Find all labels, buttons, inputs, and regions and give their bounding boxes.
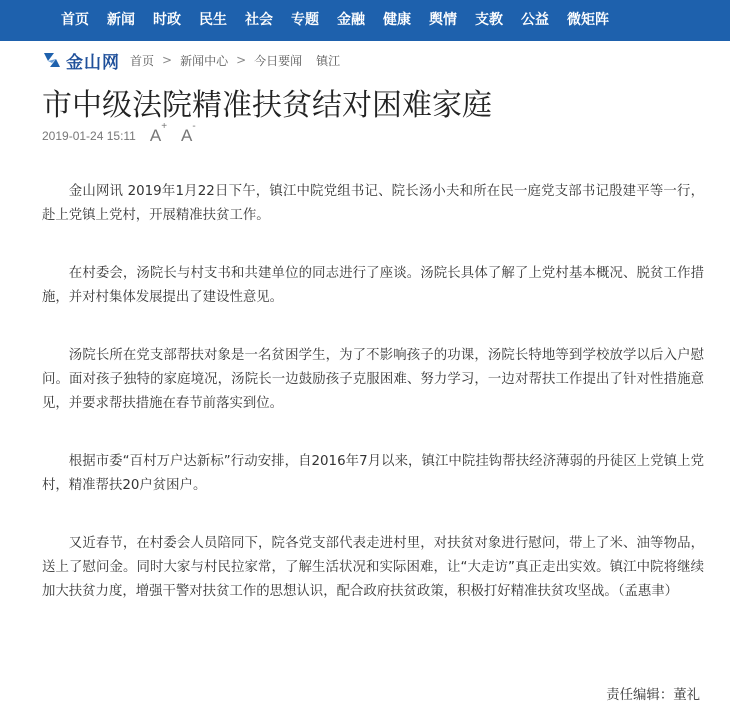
article-paragraph: 汤院长所在党支部帮扶对象是一名贫困学生，为了不影响孩子的功课，汤院长特地等到学校放学以后入户慰问。面对孩子独特的家庭境况，汤院长一边鼓励孩子克服困难、努力学习，一边对帮扶工作提出了针对性措施意见，并要求帮扶措施在春节前落实到位。 [42, 348, 704, 411]
page-title: 市中级法院精准扶贫结对困难家庭 [42, 88, 492, 123]
nav-item-home[interactable]: 首页 [61, 12, 89, 28]
breadcrumb-separator: > [162, 53, 173, 67]
article-meta [42, 121, 196, 145]
breadcrumb-news-center[interactable]: 新闻中心 [180, 53, 229, 68]
nav-menu [0, 0, 730, 41]
nav-item-society[interactable]: 社会 [245, 12, 273, 28]
breadcrumb-today-headlines[interactable]: 今日要闻 [254, 53, 303, 68]
nav-item-charity[interactable]: 公益 [521, 12, 549, 28]
article-paragraph: 在村委会，汤院长与村支书和共建单位的同志进行了座谈。汤院长具体了解了上党村基本概况、脱贫工作措施，并对村集体发展提出了建设性意见。 [42, 266, 704, 305]
publish-date: 2019-01-24 15:11 [42, 129, 136, 143]
nav-item-health[interactable]: 健康 [383, 12, 411, 28]
article-paragraph: 根据市委“百村万户达新标”行动安排，自2016年7月以来，镇江中院挂钩帮扶经济薄弱的丹徒区上党镇上党村，精准帮扶20户贫困户。 [42, 454, 704, 493]
font-decrease-button[interactable] [181, 121, 196, 146]
minus-icon: - [192, 121, 196, 133]
nav-item-teaching[interactable]: 支教 [475, 12, 503, 28]
article-paragraph: 又近春节，在村委会人员陪同下，院各党支部代表走进村里，对扶贫对象进行慰问，带上了米、油等物品，送上了慰问金。同时大家与村民拉家常，了解生活状况和实际困难，让“大走访”真正走出实效。镇江中院将继续加大扶贫力度，增强干警对扶贫工作的思想认识，配合政府扶贫政策，积极打好精准扶贫攻坚战。（孟惠聿） [42, 536, 704, 599]
article-paragraph: 金山网讯 2019年1月22日下午，镇江中院党组书记、院长汤小夫和所在民一庭党支部书记殷建平等一行，赴上党镇上党村，开展精准扶贫工作。 [42, 184, 704, 223]
responsible-editor: 责任编辑：董礼 [606, 688, 700, 703]
nav-item-news[interactable]: 新闻 [107, 12, 135, 28]
logo-icon [42, 51, 62, 69]
breadcrumb [42, 49, 340, 71]
breadcrumb-separator: > [236, 53, 247, 67]
nav-item-finance[interactable]: 金融 [337, 12, 365, 28]
article-body [42, 180, 704, 638]
breadcrumb-zhenjiang[interactable]: 镇江 [316, 53, 341, 68]
breadcrumb-home[interactable]: 首页 [130, 53, 155, 68]
logo-text: 金山网 [66, 52, 120, 73]
nav-item-special[interactable]: 专题 [291, 12, 319, 28]
nav-item-livelihood[interactable]: 民生 [199, 12, 227, 28]
top-navigation-bar [0, 0, 730, 41]
nav-item-public-opinion[interactable]: 舆情 [429, 12, 457, 28]
nav-item-politics[interactable]: 时政 [153, 12, 181, 28]
site-logo[interactable] [42, 48, 120, 73]
font-increase-button[interactable] [149, 121, 168, 146]
nav-item-matrix[interactable]: 微矩阵 [567, 12, 609, 28]
font-decrease-label: A [181, 126, 193, 145]
plus-icon: + [161, 121, 168, 133]
font-increase-label: A [149, 126, 162, 145]
